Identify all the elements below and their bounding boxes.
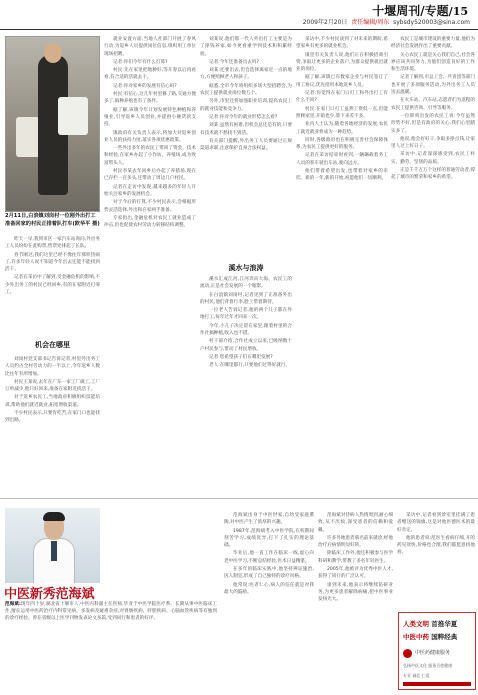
paragraph: 据悉,全市今年将组织多场大型招聘会,为农民工提供就业岗位数万个。: [200, 83, 292, 97]
paragraph: 镇政府有关负责人表示,将加大对返乡创业人员的扶持力度,落实各项优惠政策。: [104, 130, 196, 143]
paragraph: 在火车站、汽车站,志愿者们为返程的农民工提供咨询、引导等服务。: [391, 98, 475, 111]
article-column-3: [200, 36, 292, 258]
paragraph: 刘某说,他们那一代人外出打工主要是为了挣钱养家,如今更看重学到技术和积累经验。: [200, 37, 292, 57]
article-column-2: [104, 36, 196, 494]
feature-column-1: [224, 512, 314, 690]
paragraph: 范海斌对待病人热情周到,耐心细致,从不厌烦,深受患者的信赖和爱戴。: [318, 513, 393, 533]
paragraph: 记者:您希望孩子们在哪里发展?: [209, 354, 273, 360]
doctor-portrait: [5, 508, 100, 583]
masthead-title: 十堰周刊/专题/15: [372, 4, 468, 18]
paragraph: 记者:你觉得在家门口打工和外出打工有什么不同?: [296, 91, 388, 104]
ad-line-2: 中医中药 国粹经典: [403, 633, 458, 641]
paragraph: 一些外出多年的农民工带回了资金、技术和经验,在家乡办起了小作坊、养殖场,成为致富带头人。: [104, 146, 196, 166]
paragraph: 村民:先在家里把地种好,等开春以后再看看,有合适的活就去干。: [104, 68, 196, 81]
ad-bar: [403, 682, 471, 686]
article-column-4: [296, 36, 388, 494]
paragraph: 记者:你们今年有什么打算?: [113, 59, 168, 65]
article-column-1b: [5, 356, 100, 506]
paragraph: 记者了解到,市总工会、共青团等部门也开展了多项服务活动,为外出务工人员送去温暖。: [391, 75, 475, 96]
paragraph: 他常说:医者仁心,病人的信任就是对我最大的鼓励。: [224, 582, 314, 595]
masthead-meta: [303, 17, 470, 26]
person-head: [44, 43, 62, 63]
ad-note-1: 弘扬中医文化 服务百姓健康: [403, 663, 453, 668]
news-photo: [5, 36, 100, 212]
feature-intro-text: 现年四十岁,湖北省十堰市人,中医内科副主任医师,毕业于中医学院医疗系。长期从事中医临床工作,擅长运用中医药治疗内科常见病、多发病及疑难杂症,对胃肠疾病、肝胆疾病、心脑血管疾病等有独到的诊疗经验。曾在省级以上医学刊物发表论文多篇,受到同行和患者的好评。: [5, 602, 217, 622]
editor-label: 责任编辑/周东: [351, 19, 390, 26]
issue-date: 2009年2月20日: [302, 19, 348, 26]
paragraph: 就业安置方面,当地人社部门开展了春风行动,为返乡人员提供岗位信息,组织用工单位现场招聘。: [104, 37, 196, 57]
paragraph: 关心农民工就是关心我们自己,社会各界应该共同努力,为他们创造良好的工作和生活环境。: [391, 52, 475, 73]
paragraph: 正是千千万万个这样的普通劳动者,撑起了城市的繁荣和家乡的希望。: [391, 168, 475, 181]
ad-line-1: 人类文明 首推华夏: [403, 620, 458, 628]
paragraph: 昨天一早,我到市区一家汽车站询问,外出务工人员纷纷在此购票,售票处排起了长队。: [5, 237, 100, 250]
paragraph: 溪水汇成江河,江河奔向大海。农民工的流动,正是社会发展的一个缩影。: [200, 277, 292, 290]
paragraph: 业内人士认为,随着各地经济的发展,农民工就近就业将成为一种趋势。: [296, 122, 388, 135]
paragraph: 在白浪镇刘岗村,记者见到了正准备外出的村民,他们背着行李,脸上带着期待。: [200, 292, 292, 305]
paragraph: 据了解,该镇今年计划发展特色种植和养殖业,引导返乡人员创业,并提供小额贷款支持。: [104, 107, 196, 128]
paragraph: 村民李某去年回乡后办起了养猪场,现在已存栏一百多头,还带动了周边几户村民。: [104, 169, 196, 182]
paragraph: 今年,小儿子决定留在家里,跟着村里的合作社搞种植,收入也不错。: [200, 323, 292, 337]
feature-column-3: [397, 512, 475, 610]
section-heading-opportunity: 机会在哪里: [35, 340, 70, 349]
paragraph: 记者在采访中了解到,受金融危机的影响,不少外出务工的村民已经回乡,有的在家附近打零工。: [5, 275, 100, 296]
paragraph: 在多年的临床实践中,他坚持辨证施治,因人制宜,形成了自己独特的诊疗风格。: [224, 567, 314, 580]
paragraph: 另外,市里还将加强职业培训,提高农民工的就业技能和竞争力。: [200, 99, 292, 112]
feature-intro: [5, 601, 217, 689]
editor-email: sybsdy520003@sina.com: [393, 19, 470, 26]
paragraph: 除临床工作外,他还积极参与医学科研和教学,带教了多名年轻医生。: [318, 551, 393, 564]
paragraph: 老人:在哪里都行,只要他们过得好就行。: [209, 363, 291, 369]
paragraph: 记者:你对家乡的发展有信心吗?: [113, 83, 177, 89]
ad-logo-icon: [403, 649, 412, 658]
paragraph: 范海斌出身于中医世家,自幼受家庭熏陶,对中医产生了浓厚的兴趣。: [224, 513, 314, 526]
paragraph: 他的患者说:范医生看病仔细,开的药见效快,价格也合理,我们都愿意找他看。: [397, 535, 475, 556]
section-divider: [0, 498, 478, 499]
paragraph: 村民王某说,去年在广东一家工厂做工,工厂订单减少,他只好回来,准备在家附近找活干。: [5, 379, 100, 393]
article-column-3b: [200, 276, 292, 494]
photo-caption: 2月11日,白浪镇刘岗村一位刚外出打工准备回家的村民正排着队打车(欧华平 摄): [5, 213, 100, 227]
paragraph: 专家指出,金融危机对农民工就业造成了冲击,但也促使农村劳动力转移结构调整。: [104, 215, 196, 229]
paragraph: 他说,他会好好干,争取多挣点钱,让家里人过上好日子。: [391, 136, 475, 150]
paragraph: 同时,各级政府也在积极完善社会保障体系,为农民工提供更好的服务。: [296, 137, 388, 151]
ad-org: 中医药健康服务: [415, 650, 451, 656]
ad-note-2: 专业 诚信 仁爱: [403, 673, 430, 678]
paragraph: 许多外地患者慕名前来就诊,经他治疗后病情明显好转。: [318, 535, 393, 549]
paragraph: 村民:在家门口打工虽然工资低一点,但能照顾家里,开销也少,算下来差不多。: [296, 106, 388, 119]
paragraph: 记者:今年还准备出去吗?: [209, 59, 259, 65]
paragraph: 对于今后的打算,不少村民表示,会根据形势灵活选择,外出和在家两手准备。: [104, 200, 196, 213]
section-heading-stream: 溪水与浪涛: [228, 263, 264, 272]
article-column-1: [5, 236, 100, 332]
tie-shape: [51, 541, 57, 561]
paragraph: 记者:你对今年的就业形势怎么看?: [209, 114, 278, 120]
paragraph: 不少村民表示,只要肯吃苦,在家门口也能找到出路。: [5, 411, 100, 424]
paragraph: 采访中,记者看到诊室里挂满了患者赠送的锦旗,这是对他医德医术的最好肯定。: [397, 513, 475, 533]
feature-intro-name: 范海斌:: [5, 602, 21, 607]
paragraph: 2005年,他被评为优秀中医人才,获得了同行的广泛认可。: [318, 567, 393, 580]
paragraph: 采访中,记者深深感受到,农民工朴实、勤劳、坚韧的品质。: [391, 152, 475, 165]
paragraph: 村干部介绍,合作社成立以来,已吸纳数十户村民参与,带动了村民增收。: [200, 339, 292, 352]
paragraph: 刘岗村党支部书记告诉记者,村里外出务工人员约占全村劳动力的一半以上,今年返乡人数比往年有所增加。: [5, 357, 100, 377]
paragraph: 记者在采访结束时看到,一辆辆载着务工人员的客车驶出车站,驶向远方。: [296, 153, 388, 166]
article-column-5: [391, 36, 475, 494]
paragraph: 一位老人告诉记者,他的两个儿子都在外地打工,每年过年才回来一次。: [200, 308, 292, 321]
paragraph: 刘某:虽然有困难,但机会总还是有的,只要有技术就不愁找不到活。: [200, 123, 292, 136]
paragraph: 春节刚过,我们这里已经不像往年那样热闹了,许多年轻人说不知道今年出去还能不能找到活干。: [5, 252, 100, 273]
hair-shape: [43, 512, 65, 521]
paragraph: 对于返乡农民工,当地政府积极组织技能培训,帮助他们就近就业,拓宽增收渠道。: [5, 395, 100, 408]
bag-shape: [58, 97, 88, 135]
paragraph: 记者在走访中发现,越来越多的年轻人开始关注家乡的发展机会。: [104, 184, 196, 197]
paragraph: 毕业后,他一直工作在临床一线,虚心向老中医学习,不断总结经验,医术日益精湛。: [224, 551, 314, 564]
paragraph: 他们带着希望出发,也带着对家乡的牵挂。新的一年,新的开始,祝愿他们一切顺利。: [296, 169, 388, 182]
feature-column-2: [318, 512, 393, 690]
paragraph: 一位即将出发的农民工说:今年虽然形势不好,但是有政府的关心,我们心里踏实多了。: [391, 113, 475, 134]
paragraph: 1987年,范海斌考入中医学院,在校期间刻苦学习,成绩优异,打下了扎实的理论基础。: [224, 528, 314, 549]
page-header: [0, 0, 478, 30]
paragraph: 村民:有信心,这几年村里修了路,交通方便多了,搞种养殖也有了条件。: [104, 92, 196, 105]
paragraph: 据了解,该镇已有数家企业与村民签订了用工协议,优先招用本地返乡人员。: [296, 75, 388, 88]
paragraph: 采访中,不少村民谈到了对未来的期盼,希望家乡有更多的就业机会。: [296, 37, 388, 50]
advertisement-box[interactable]: [398, 612, 476, 690]
paragraph: 刘某:还要出去,但会选择离家近一点的地方,方便照顾老人和孩子。: [200, 68, 292, 81]
paragraph: 谈到未来,他表示将继续钻研业务,为更多患者解除病痛,把中医事业发扬光大。: [318, 582, 393, 603]
paragraph: 有关部门提醒,外出务工人员要通过正规渠道求职,注意保护自身合法权益。: [200, 138, 292, 152]
paragraph: 镇里有关负责人说,他们正在积极招商引资,争取让更多的企业落户,为群众提供就近就业的岗位。: [296, 52, 388, 73]
paragraph: 农民工是城市建设的重要力量,他们为经济社会发展作出了重要贡献。: [391, 37, 475, 50]
feature-title: 中医新秀范海斌: [4, 587, 95, 602]
